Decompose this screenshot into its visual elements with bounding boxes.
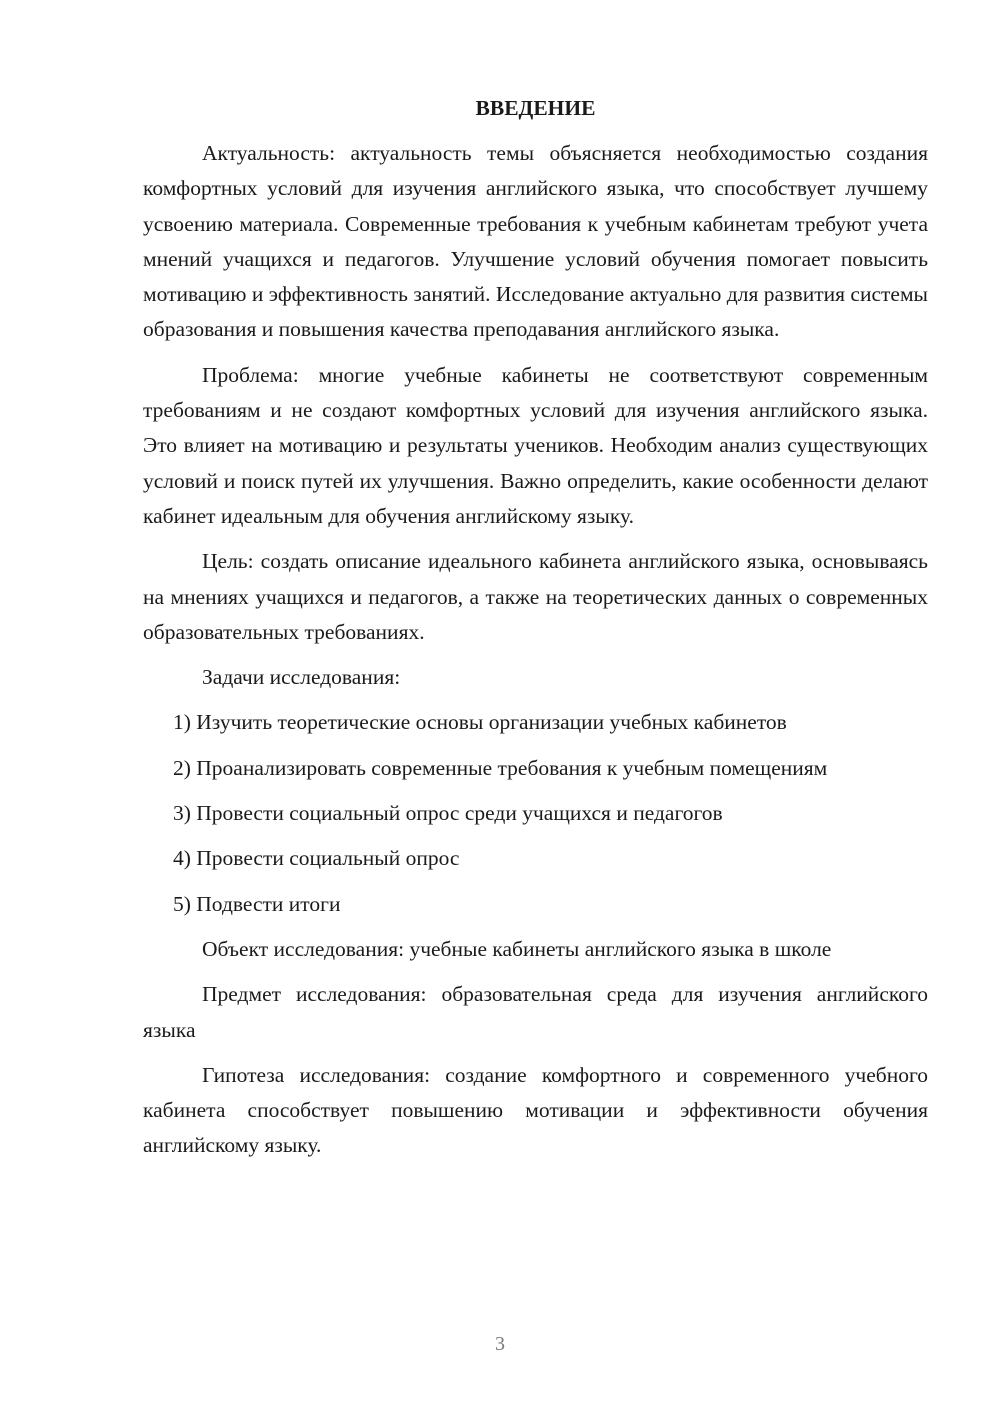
relevance-paragraph: Актуальность: актуальность темы объясняется необходимостью создания комфортных условий для изучения английского языка, что способствует лучшему усвоению материала. Современные требования к учебным кабинетам требуют учета мнений учащихся и педагогов. Улучшение условий обучения помогает повысить мотивацию и эффективность занятий. Исследование актуально для развития системы образования и повышения качества преподавания английского языка. [143, 141, 928, 342]
hypothesis-paragraph: Гипотеза исследования: создание комфортного и современного учебного кабинета способствует повышению мотивации и эффективности обучения английскому языку. [143, 1062, 928, 1158]
page-number: 3 [495, 1333, 505, 1355]
task-item: 5) Подвести итоги [173, 891, 341, 916]
problem-paragraph: Проблема: многие учебные кабинеты не соответствуют современным требованиям и не создают комфортных условий для изучения английского языка. Это влияет на мотивацию и результаты учеников. Необходим анализ существующих условий и поиск путей их улучшения. Важно определить, какие особенности делают кабинет идеальным для обучения английскому языку. [143, 362, 928, 528]
task-item: 4) Провести социальный опрос [173, 846, 460, 871]
goal-paragraph: Цель: создать описание идеального кабинета английского языка, основываясь на мнениях учащихся и педагогов, а также на теоретических данных о современных образовательных требованиях. [143, 549, 928, 644]
section-heading: ВВЕДЕНИЕ [475, 96, 596, 120]
task-item: 3) Провести социальный опрос среди учащихся и педагогов [173, 801, 723, 826]
task-item: 1) Изучить теоретические основы организации учебных кабинетов [173, 710, 787, 735]
task-item: 2) Проанализировать современные требования к учебным помещениям [173, 755, 828, 780]
tasks-heading: Задачи исследования: [202, 665, 401, 690]
document-page [143, 88, 928, 1174]
subject-paragraph: Предмет исследования: образовательная среда для изучения английского языка [143, 982, 928, 1042]
object-paragraph: Объект исследования: учебные кабинеты английского языка в школе [202, 936, 832, 961]
